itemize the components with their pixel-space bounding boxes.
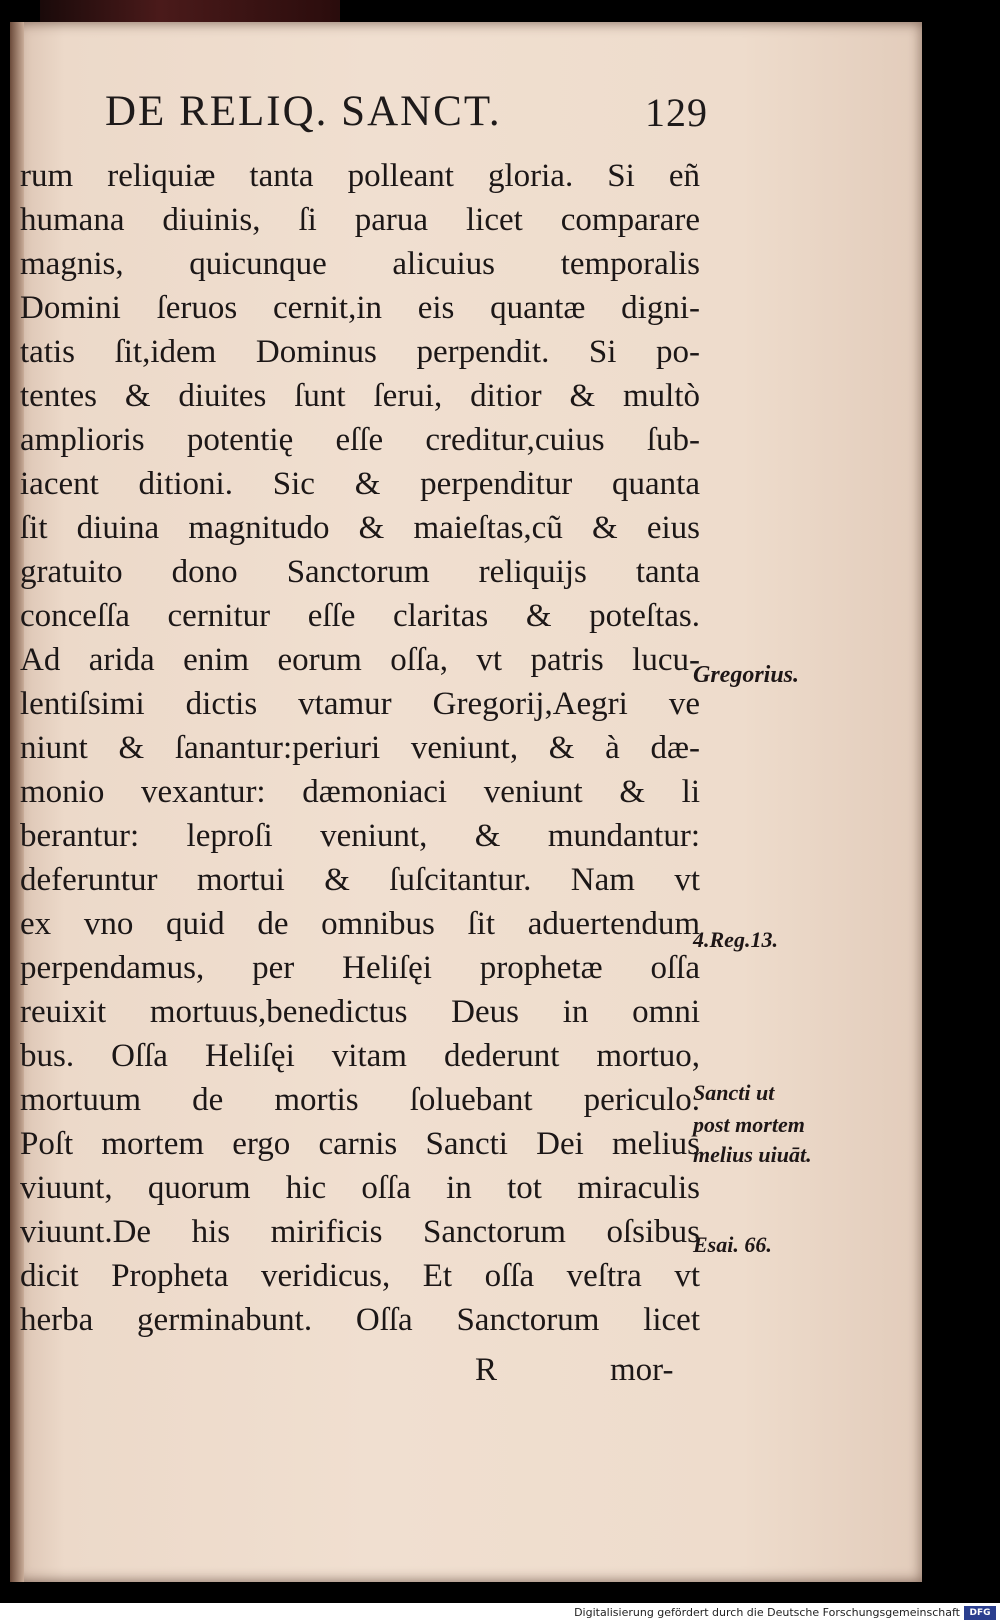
text-line: lentiſsimi dictis vtamur Gregorij,Aegri ve: [20, 686, 700, 722]
running-head: [105, 87, 708, 147]
text-line: tatis ſit,idem Dominus perpendit. Si po-: [20, 334, 700, 370]
text-line: ſit diuina magnitudo & maieſtas,cũ & eius: [20, 510, 700, 546]
text-line: Domini ſeruos cernit,in eis quantæ digni-: [20, 290, 700, 326]
text-line: reuixit mortuus,benedictus Deus in omni: [20, 994, 700, 1030]
signature-mark: R: [475, 1352, 498, 1388]
text-line: magnis, quicunque alicuius temporalis: [20, 246, 700, 282]
text-line: amplioris potentię eſſe creditur,cuius ſub-: [20, 422, 700, 458]
margin-note-reg: 4.Reg.13.: [693, 927, 778, 952]
text-line: viuunt, quorum hic oſſa in tot miraculis: [20, 1170, 700, 1206]
dfg-logo: DFG: [964, 1606, 996, 1620]
margin-note-sancti-3: melius uiuāt.: [693, 1142, 812, 1167]
text-line: conceſſa cernitur eſſe claritas & poteſtas.: [20, 598, 700, 634]
text-line: dicit Propheta veridicus, Et oſſa veſtra vt: [20, 1258, 700, 1294]
margin-note-sancti-1: Sancti ut: [693, 1080, 775, 1105]
text-line: herba germinabunt. Oſſa Sanctorum licet: [20, 1302, 700, 1338]
text-line: rum reliquiæ tanta polleant gloria. Si eñ: [20, 158, 700, 194]
signature-line: [20, 1352, 700, 1396]
text-line: niunt & ſanantur:periuri veniunt, & à dæ-: [20, 730, 700, 766]
text-line: tentes & diuites ſunt ſerui, ditior & multò: [20, 378, 700, 414]
credit-text: Digitalisierung gefördert durch die Deutsche Forschungsgemeinschaft: [574, 1606, 960, 1619]
text-line: monio vexantur: dæmoniaci veniunt & li: [20, 774, 700, 810]
text-line: mortuum de mortis ſoluebant periculo.: [20, 1082, 700, 1118]
text-line: viuunt.De his mirificis Sanctorum oſsibus: [20, 1214, 700, 1250]
margin-note-esai: Esai. 66.: [693, 1232, 772, 1257]
text-line: iacent ditioni. Sic & perpenditur quanta: [20, 466, 700, 502]
margin-note-sancti-2: post mortem: [693, 1112, 805, 1137]
text-line: ex vno quid de omnibus ſit aduertendum: [20, 906, 700, 942]
margin-note-gregorius: Gregorius.: [693, 662, 800, 688]
body-text: [20, 154, 700, 1342]
book-page: [10, 22, 922, 1582]
text-line: gratuito dono Sanctorum reliquijs tanta: [20, 554, 700, 590]
text-line: perpendamus, per Heliſęi prophetæ oſſa: [20, 950, 700, 986]
text-line: Poſt mortem ergo carnis Sancti Dei melius: [20, 1126, 700, 1162]
text-line: bus. Oſſa Heliſęi vitam dederunt mortuo,: [20, 1038, 700, 1074]
text-line: deferuntur mortui & ſuſcitantur. Nam vt: [20, 862, 700, 898]
page-number: 129: [645, 90, 708, 135]
catchword: mor-: [610, 1352, 674, 1388]
text-line: Ad arida enim eorum oſſa, vt patris lucu-: [20, 642, 700, 678]
text-line: berantur: leproſi veniunt, & mundantur:: [20, 818, 700, 854]
digitization-credit-bar: [0, 1603, 1000, 1623]
running-title: DE RELIQ. SANCT.: [105, 88, 502, 135]
text-line: humana diuinis, ſi parua licet comparare: [20, 202, 700, 238]
